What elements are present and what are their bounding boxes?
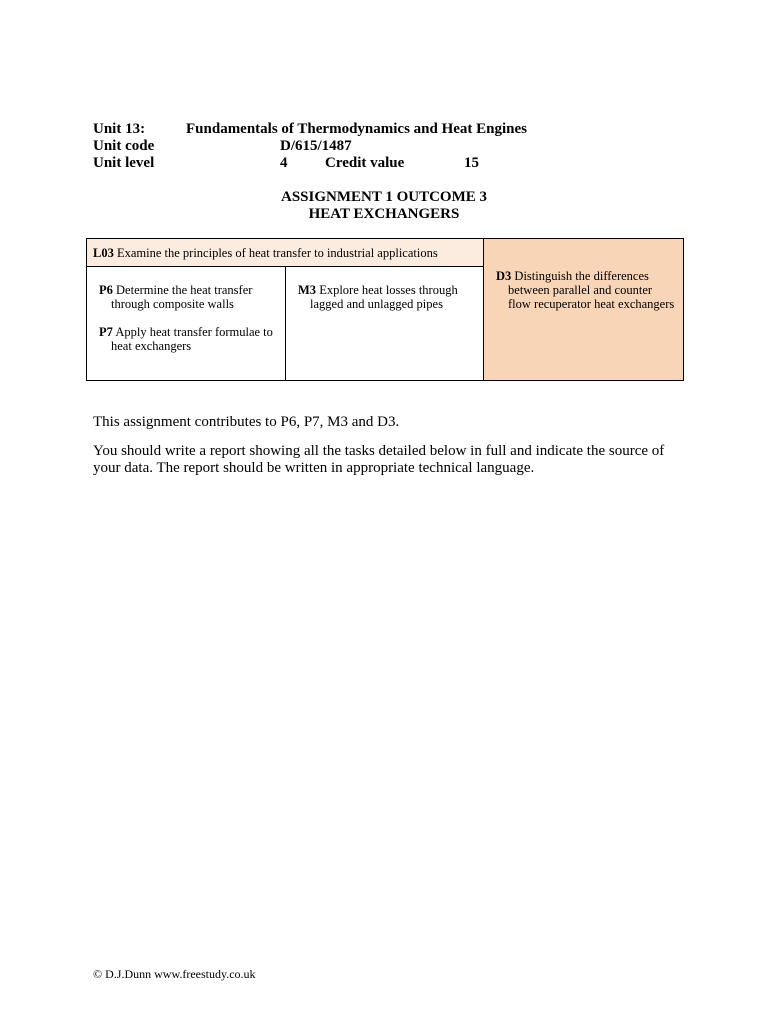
assignment-subtitle: HEAT EXCHANGERS — [308, 206, 460, 222]
unit-code-label: Unit code — [93, 138, 155, 154]
distinction-text: Distinguish the differences between parallel and counter flow recuperator heat exchangers — [508, 268, 675, 311]
credit-label: Credit value — [325, 155, 405, 171]
credit-value: 15 — [464, 155, 479, 171]
footer-copyright: © D.J.Dunn www.freestudy.co.uk — [93, 967, 256, 981]
pass-criterion-p7 — [93, 325, 279, 353]
p7-text: Apply heat transfer formulae to heat exchangers — [111, 325, 273, 353]
learning-outcome-cell — [87, 239, 484, 267]
criteria-table — [86, 238, 684, 381]
distinction-criterion — [490, 269, 677, 311]
unit-level-value: 4 — [280, 155, 288, 171]
outcome-code: L03 — [93, 245, 114, 260]
m3-text: Explore heat losses through lagged and unlagged pipes — [310, 283, 458, 311]
unit-label: Unit 13: — [93, 121, 146, 137]
distinction-cell — [484, 239, 684, 381]
pass-cell — [87, 267, 286, 381]
unit-level-label: Unit level — [93, 155, 155, 171]
merit-cell — [286, 267, 484, 381]
pass-criterion-p6 — [93, 283, 279, 311]
contribution-paragraph: This assignment contributes to P6, P7, M3 and D3. — [93, 414, 400, 430]
p6-code: P6 — [99, 283, 113, 297]
p7-code: P7 — [99, 325, 113, 339]
assignment-title: ASSIGNMENT 1 OUTCOME 3 — [280, 189, 487, 205]
merit-criterion — [292, 283, 477, 311]
unit-code-value: D/615/1487 — [280, 138, 352, 154]
p6-text: Determine the heat transfer through composite walls — [111, 283, 253, 311]
distinction-code: D3 — [496, 268, 512, 283]
outcome-text: Examine the principles of heat transfer to industrial applications — [116, 245, 438, 260]
m3-code: M3 — [298, 283, 317, 297]
instructions-paragraph: You should write a report showing all the tasks detailed below in full and indicate the source of your data. The report should be written in appropriate technical language. — [93, 443, 665, 476]
unit-title: Fundamentals of Thermodynamics and Heat Engines — [186, 121, 528, 137]
